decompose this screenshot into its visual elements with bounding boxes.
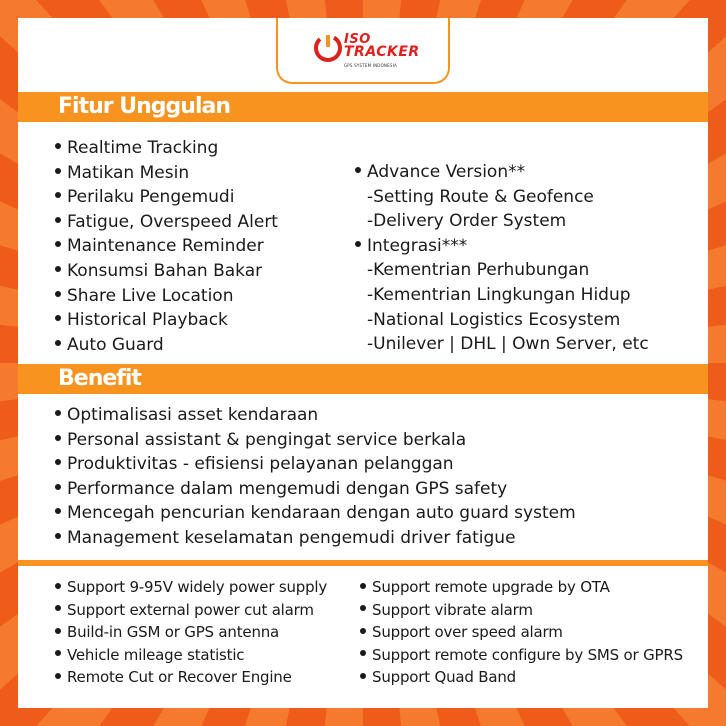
- list-item: Mencegah pencurian kendaraan dengan auto guard system: [55, 501, 576, 526]
- list-item: Management keselamatan pengemudi driver fatigue: [55, 526, 576, 551]
- list-item: Personal assistant & pengingat service berkala: [55, 428, 576, 453]
- list-item: Perilaku Pengemudi: [55, 185, 278, 210]
- list-item: Optimalisasi asset kendaraan: [55, 403, 576, 428]
- list-item: Auto Guard: [55, 333, 278, 358]
- features-left-list: [55, 136, 278, 357]
- list-item: Maintenance Reminder: [55, 234, 278, 259]
- features-title: Fitur Unggulan: [58, 94, 230, 119]
- benefit-header: [18, 364, 708, 394]
- list-item: Support external power cut alarm: [55, 599, 327, 622]
- features-header: [18, 92, 708, 122]
- list-subitem: -Kementrian Perhubungan: [367, 260, 590, 281]
- logo-line2: TRACKER: [344, 44, 420, 60]
- list-item: Vehicle mileage statistic: [55, 644, 327, 667]
- list-item: Support Quad Band: [360, 666, 683, 689]
- logo-tagline: GPS SYSTEM INDONESIA: [344, 63, 397, 68]
- logo-line1: ISO: [344, 32, 371, 47]
- features-right-list: [355, 160, 649, 357]
- list-item: Support vibrate alarm: [360, 599, 683, 622]
- list-subitem: -Kementrian Lingkungan Hidup: [367, 284, 631, 305]
- list-item: Share Live Location: [55, 284, 278, 309]
- list-subitem: -Delivery Order System: [367, 211, 567, 232]
- list-item: Support over speed alarm: [360, 621, 683, 644]
- specs-left-list: [55, 576, 327, 689]
- list-item: Support 9-95V widely power supply: [55, 576, 327, 599]
- list-item: Performance dalam mengemudi dengan GPS safety: [55, 477, 576, 502]
- list-item: Matikan Mesin: [55, 161, 278, 186]
- list-item: Integrasi***: [355, 234, 649, 259]
- logo-wordmark: [344, 34, 420, 58]
- list-item: Fatigue, Overspeed Alert: [55, 210, 278, 235]
- list-subitem: -Unilever | DHL | Own Server, etc: [367, 334, 649, 355]
- logo-badge: [276, 18, 450, 84]
- list-item: Konsumsi Bahan Bakar: [55, 259, 278, 284]
- power-logo-icon: [312, 32, 344, 64]
- list-item: Support remote upgrade by OTA: [360, 576, 683, 599]
- list-item: Remote Cut or Recover Engine: [55, 666, 327, 689]
- specs-right-list: [360, 576, 683, 689]
- list-subitem: -Setting Route & Geofence: [367, 186, 594, 207]
- list-subitem: -National Logistics Ecosystem: [367, 309, 621, 330]
- benefit-list: [55, 403, 576, 551]
- list-item: Advance Version**: [355, 160, 649, 185]
- list-item: Historical Playback: [55, 308, 278, 333]
- benefit-title: Benefit: [58, 366, 141, 391]
- list-item: Realtime Tracking: [55, 136, 278, 161]
- list-item: Produktivitas - efisiensi pelayanan pelanggan: [55, 452, 576, 477]
- list-item: Support remote configure by SMS or GPRS: [360, 644, 683, 667]
- section-divider: [18, 560, 708, 566]
- list-item: Build-in GSM or GPS antenna: [55, 621, 327, 644]
